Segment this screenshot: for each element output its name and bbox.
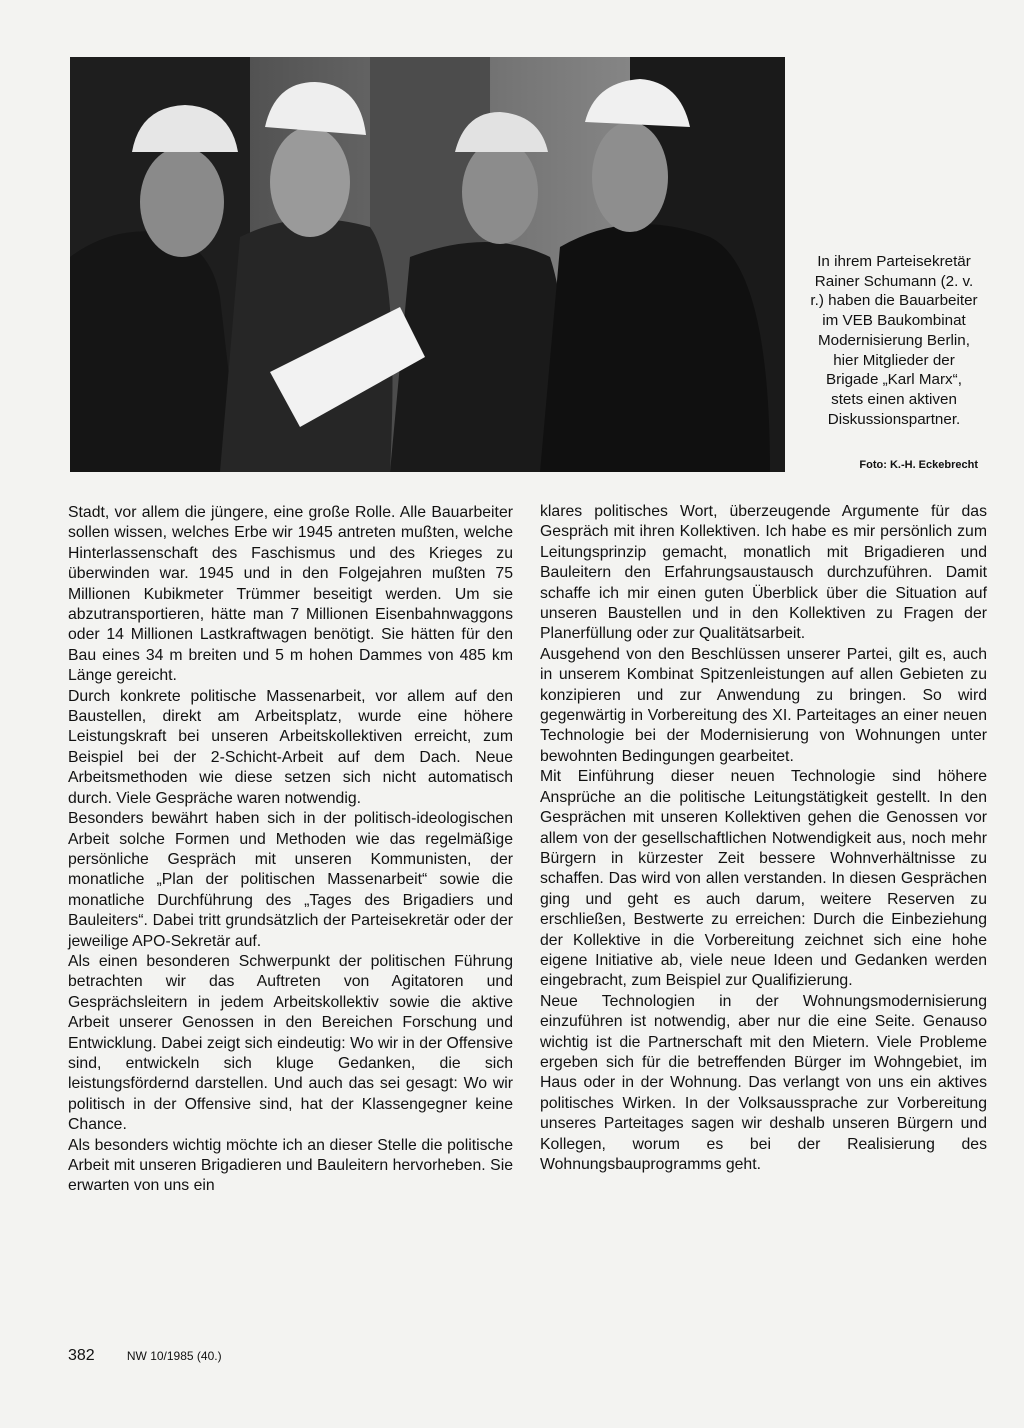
paragraph: Stadt, vor allem die jüngere, eine große Rolle. Alle Bauarbeiter sollen wissen, welches Erbe wir 1945 antreten mußten, welche Hinterlassenschaft des Faschismus und des Krieges zu überwinden war. 1945 und in den Folgejahren mußten 75 Millionen Kubikmeter Trümmer beseitigt werden. Um sie abzutransportieren, hätte man 7 Millionen Eisenbahnwaggons oder 14 Millionen Lastkraftwagen benötigt. Sie hätten für den Bau eines 34 m breiten und 5 m hohen Dammes von 485 km Länge gereicht. (68, 504, 513, 685)
paragraph: Durch konkrete politische Massenarbeit, vor allem auf den Baustellen, direkt am Arbeitsplatz, wurde eine höhere Leistungskraft bei unseren Arbeitskollektiven erreicht, zum Beispiel bei der 2-Schicht-Arbeit auf dem Dach. Neue Arbeitsmethoden wie diese setzen sich nicht automatisch durch. Viele Gespräche waren notwendig. (68, 687, 513, 807)
right-column (540, 502, 987, 1175)
paragraph: Besonders bewährt haben sich in der politisch-ideologischen Arbeit solche Formen und Methoden wie das regelmäßige persönliche Gespräch mit unseren Kommunisten, der monatliche „Plan der politischen Massenarbeit“ sowie die monatliche Durchführung des „Tages des Brigadiers und Bauleiters“. Dabei tritt grundsätzlich der Parteisekretär oder der jeweilige APO-Sekretär auf. (68, 810, 513, 950)
photo-credit: Foto: K.-H. Eckebrecht (859, 459, 978, 471)
left-column (68, 503, 513, 1197)
page-footer (68, 1347, 222, 1365)
caption-text: In ihrem Parteisekretär Rainer Schumann (2. v. r.) haben die Bauarbeiter im VEB Baukombinat Modernisierung Berlin, hier Mitglieder der Brigade „Karl Marx“, stets einen aktiven Diskussionspartner. (810, 253, 978, 428)
paragraph: klares politisches Wort, überzeugende Argumente für das Gespräch mit ihren Kollektiven. Ich habe es mir persönlich zum Leitungsprinzip gemacht, monatlich mit Brigadieren und Bauleitern den Erfahrungsaustausch durchzuführen. Damit schaffe ich mir einen guten Überblick über die Situation auf unseren Baustellen und in den Kollektiven zu Fragen der Planerfüllung oder zur Qualitätsarbeit. (540, 503, 987, 643)
paragraph: Ausgehend von den Beschlüssen unserer Partei, gilt es, auch in unserem Kombinat Spitzenleistungen auf allen Gebieten zu konzipieren und zur Anwendung zu bringen. So wird gegenwärtig in Vorbereitung des XI. Parteitages an einer neuen Technologie bei der Modernisierung von Wohnungen unter bewohnten Bedingungen gearbeitet. (540, 645, 987, 765)
photo-image (70, 57, 785, 472)
paragraph: Mit Einführung dieser neuen Technologie sind höhere Ansprüche an die politische Leitungstätigkeit gestellt. In den Gesprächen mit unseren Kollektiven gehen die Genossen vor allem von der gesellschaftlichen Notwendigkeit aus, noch mehr Bürgern in kürzester Zeit bessere Wohnverhältnisse zu schaffen. Das wird von allen verstanden. In diesen Gesprächen ging und geht es auch darum, weitere Reserven zu erschließen, Bestwerte zu erreichen: Durch die Einbeziehung der Kollektive in die Vorbereitung zeichnet sich eine hohe eigene Initiative ab, viele neue Ideen und Gedanken werden eingebracht, zum Beispiel zur Qualifizierung. (540, 768, 987, 990)
page-number: 382 (68, 1347, 95, 1364)
paragraph: Neue Technologien in der Wohnungsmodernisierung einzuführen ist notwendig, aber nur die eine Seite. Genauso wichtig ist die Partnerschaft mit den Mietern. Viele Probleme ergeben sich für die betreffenden Bürger im Wohngebiet, im Haus oder in der Wohnung. Das verlangt von uns ein aktives politisches Wirken. In der Volksaussprache zur Vorbereitung unseres Parteitages sagen wir deshalb unseren Bürgern und Kollegen, worum es bei der Realisierung des Wohnungsbauprogramms geht. (540, 992, 987, 1173)
paragraph: Als besonders wichtig möchte ich an dieser Stelle die politische Arbeit mit unseren Brigadieren und Bauleitern hervorheben. Sie erwarten von uns ein (68, 1136, 513, 1195)
paragraph: Als einen besonderen Schwerpunkt der politischen Führung betrachten wir das Auftreten von Agitatoren und Gesprächsleitern in jedem Arbeitskollektiv sowie die aktive Arbeit unserer Genossen in den Bereichen Forschung und Entwicklung. Dabei zeigt sich eindeutig: Wo wir in der Offensive sind, entwickeln sich kluge Gedanken, die sich leistungsfördernd darstellen. Und auch das sei gesagt: Wo wir politisch in der Offensive sind, hat der Klassengegner keine Chance. (68, 952, 513, 1134)
issue-label: NW 10/1985 (40.) (126, 1349, 222, 1363)
photo-caption (808, 252, 980, 429)
photo (70, 57, 785, 472)
